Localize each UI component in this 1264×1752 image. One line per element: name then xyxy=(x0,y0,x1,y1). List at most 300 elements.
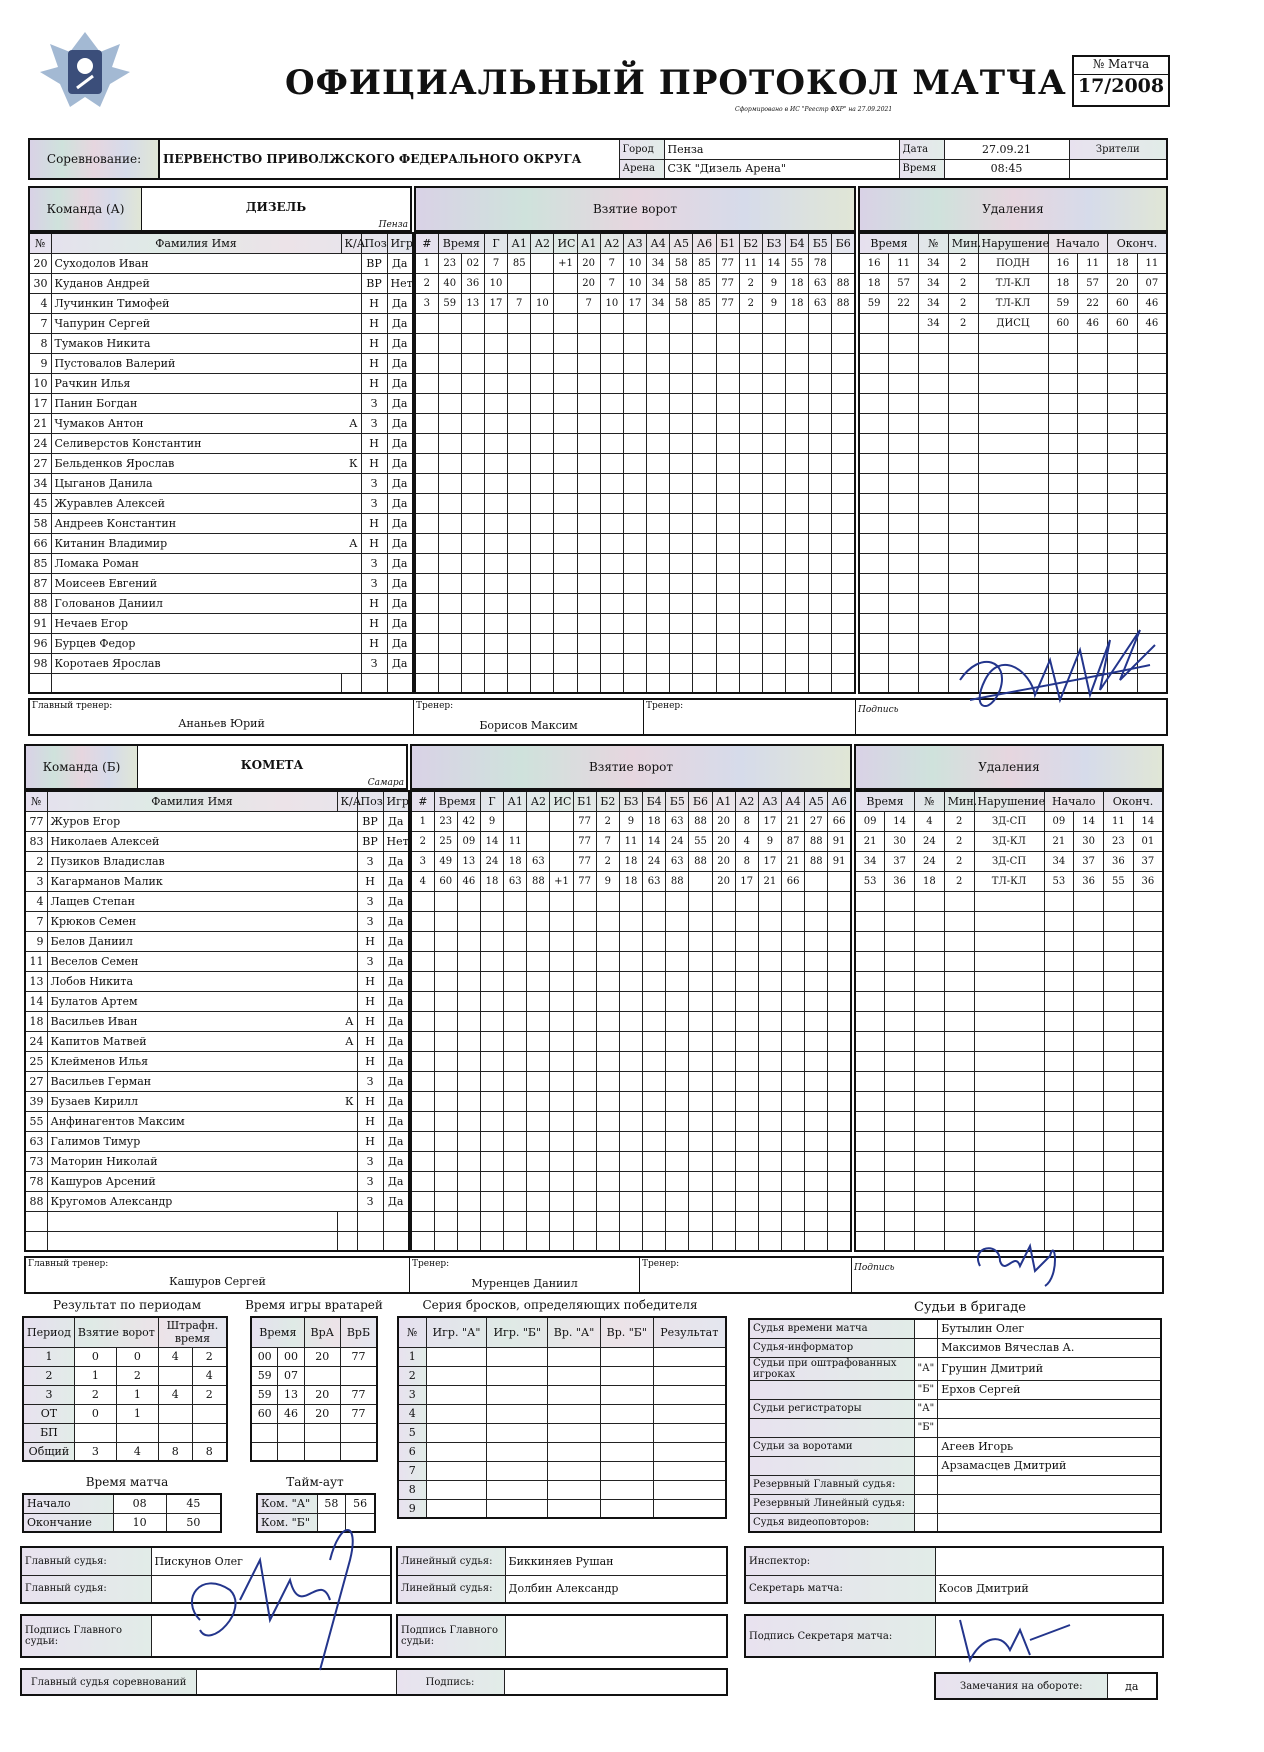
penalty-row xyxy=(855,1111,1163,1131)
goal-cell: 13 xyxy=(461,293,484,313)
period-cell: 4 xyxy=(158,1385,192,1404)
player-row xyxy=(29,493,413,513)
goal-cell: 78 xyxy=(809,253,832,273)
player-row xyxy=(25,1131,409,1151)
period-row xyxy=(23,1385,227,1404)
player-plays: Да xyxy=(387,513,413,533)
teamA-coach-label: Тренер: xyxy=(416,701,454,711)
signature-secretary-drawn xyxy=(940,1600,1090,1680)
player-role xyxy=(341,493,361,513)
goal-cell: 3 xyxy=(415,293,438,313)
goal-cell: 18 xyxy=(619,871,642,891)
penalty-cell: 23 xyxy=(1104,831,1134,851)
goal-cell xyxy=(527,831,550,851)
goal-head-cell: ИС xyxy=(550,791,573,811)
goal-row xyxy=(415,433,855,453)
goal-row xyxy=(411,831,851,851)
goal-cell: 77 xyxy=(716,253,739,273)
goal-cell: 2 xyxy=(411,831,434,851)
goal-cell: 9 xyxy=(758,831,781,851)
goal-row xyxy=(415,413,855,433)
penalty-cell: 34 xyxy=(1044,851,1074,871)
pen-head-time: Время xyxy=(859,233,919,253)
player-name: Маторин Николай xyxy=(47,1151,337,1171)
pen-head-end: Оконч. xyxy=(1108,233,1168,253)
player-role: К xyxy=(341,453,361,473)
goal-head-cell: А1 xyxy=(504,791,527,811)
pen-head-violation: Нарушение xyxy=(978,233,1048,253)
goal-row xyxy=(415,573,855,593)
goal-cell: 17 xyxy=(623,293,646,313)
player-number: 2 xyxy=(25,851,47,871)
goal-cell: 88 xyxy=(832,293,855,313)
period-cell: Общий xyxy=(23,1442,74,1461)
player-name: Пустовалов Валерий xyxy=(51,353,341,373)
goal-head-cell: Б3 xyxy=(762,233,785,253)
player-number: 88 xyxy=(29,593,51,613)
pen-head-min: Мин. xyxy=(948,233,978,253)
player-number: 66 xyxy=(29,533,51,553)
brigade-role: Резервный Главный судья: xyxy=(749,1475,914,1494)
player-role xyxy=(341,573,361,593)
player-row xyxy=(25,971,409,991)
player-position: Н xyxy=(361,333,387,353)
player-position: Н xyxy=(361,593,387,613)
start-minutes: 45 xyxy=(166,1494,221,1513)
gk-cell: 59 xyxy=(251,1366,278,1385)
pen-head-violation: Нарушение xyxy=(974,791,1044,811)
goal-head-cell: Время xyxy=(438,233,484,253)
goal-cell: 49 xyxy=(434,851,457,871)
player-plays: Да xyxy=(387,593,413,613)
player-position: З xyxy=(361,653,387,673)
goal-head-cell: А1 xyxy=(577,233,600,253)
penalty-row xyxy=(859,513,1167,533)
goal-cell: 91 xyxy=(828,831,851,851)
penalty-cell: 46 xyxy=(1078,313,1108,333)
penalty-cell: ЗД-КЛ xyxy=(974,831,1044,851)
player-plays: Да xyxy=(387,613,413,633)
goal-cell xyxy=(531,253,554,273)
player-row xyxy=(29,533,413,553)
penalty-row xyxy=(855,931,1163,951)
goal-row xyxy=(415,613,855,633)
goal-cell: 23 xyxy=(438,253,461,273)
start-hours: 08 xyxy=(113,1494,166,1513)
roster-head-num: № xyxy=(29,233,51,253)
goal-cell: 1 xyxy=(411,811,434,831)
brigade-table xyxy=(748,1318,1162,1533)
player-row xyxy=(29,353,413,373)
goal-head-cell: А2 xyxy=(531,233,554,253)
penalty-cell: 2 xyxy=(948,253,978,273)
penalty-cell: 57 xyxy=(889,273,919,293)
teamA-name: ДИЗЕЛЬ xyxy=(245,200,307,214)
penalty-cell: 24 xyxy=(915,831,945,851)
brigade-role: Резервный Линейный судья: xyxy=(749,1494,914,1513)
goal-row xyxy=(415,253,855,273)
player-position: Н xyxy=(361,293,387,313)
player-role xyxy=(341,513,361,533)
gk-row xyxy=(251,1404,377,1423)
penalty-cell: 59 xyxy=(859,293,889,313)
main-referee-1: Пискунов Олег xyxy=(151,1547,391,1575)
player-role xyxy=(341,373,361,393)
shootout-head-cell: Вр. "Б" xyxy=(600,1317,653,1347)
player-position: Н xyxy=(361,633,387,653)
period-cell: 4 xyxy=(158,1347,192,1366)
timeout-title: Тайм-аут xyxy=(286,1475,344,1489)
player-row xyxy=(29,333,413,353)
penalty-cell: 2 xyxy=(944,831,974,851)
brigade-role: Судья видеоповторов: xyxy=(749,1513,914,1532)
player-role xyxy=(337,871,357,891)
shootout-head-cell: Вр. "А" xyxy=(548,1317,601,1347)
goal-cell: 10 xyxy=(623,253,646,273)
brigade-name: Арзамасцев Дмитрий xyxy=(938,1456,1161,1475)
teamB-coach-label: Тренер: xyxy=(412,1259,450,1269)
player-position: З xyxy=(357,851,383,871)
shootout-num: 7 xyxy=(398,1461,426,1480)
player-plays: Да xyxy=(387,473,413,493)
penalty-cell: 36 xyxy=(1133,871,1163,891)
chief-referee-label: Главный судья соревнований xyxy=(21,1669,196,1695)
teamA-coach2-label: Тренер: xyxy=(646,701,684,711)
goal-cell: 24 xyxy=(480,851,503,871)
player-number: 8 xyxy=(29,333,51,353)
penalty-cell: 20 xyxy=(1108,273,1138,293)
player-number: 18 xyxy=(25,1011,47,1031)
period-cell xyxy=(192,1404,227,1423)
period-cell: 0 xyxy=(74,1347,116,1366)
goal-head-cell: А1 xyxy=(508,233,531,253)
goal-head-cell: А6 xyxy=(693,233,716,253)
player-name: Белов Даниил xyxy=(47,931,337,951)
player-number: 9 xyxy=(29,353,51,373)
brigade-role: Судьи при оштрафованных игроках xyxy=(749,1357,914,1380)
player-plays: Да xyxy=(383,1031,409,1051)
goal-row xyxy=(411,1151,851,1171)
period-cell: 0 xyxy=(74,1404,116,1423)
fhr-logo-icon xyxy=(30,22,140,122)
goal-cell: 4 xyxy=(411,871,434,891)
brigade-team xyxy=(914,1437,938,1456)
player-position: Н xyxy=(361,353,387,373)
player-name: Цыганов Данила xyxy=(51,473,341,493)
goal-cell: 60 xyxy=(434,871,457,891)
goal-cell: 58 xyxy=(670,253,693,273)
period-row xyxy=(23,1366,227,1385)
penalty-cell: 2 xyxy=(944,851,974,871)
goal-cell: 1 xyxy=(415,253,438,273)
competition-info xyxy=(28,138,1168,180)
team-b-section xyxy=(24,744,1168,1299)
goal-head-cell: А3 xyxy=(758,791,781,811)
pen-head-end: Оконч. xyxy=(1104,791,1164,811)
brigade-row xyxy=(749,1338,1161,1357)
player-position: Н xyxy=(361,533,387,553)
goal-head-cell: Б1 xyxy=(573,791,596,811)
player-plays: Да xyxy=(387,373,413,393)
signature-team-a xyxy=(940,620,1170,740)
goal-cell: 91 xyxy=(828,851,851,871)
player-role xyxy=(341,553,361,573)
goal-cell: 85 xyxy=(693,293,716,313)
player-role xyxy=(341,433,361,453)
player-position: З xyxy=(357,911,383,931)
penalty-cell: ТЛ-КЛ xyxy=(978,293,1048,313)
penalty-cell: 11 xyxy=(889,253,919,273)
player-position: Н xyxy=(357,871,383,891)
goal-cell: 24 xyxy=(666,831,689,851)
player-role xyxy=(341,653,361,673)
penalty-cell: 53 xyxy=(1044,871,1074,891)
player-position: З xyxy=(361,493,387,513)
signature-team-b xyxy=(960,1226,1070,1296)
goal-cell: 20 xyxy=(712,811,735,831)
penalty-cell: 16 xyxy=(859,253,889,273)
goal-cell: 20 xyxy=(712,851,735,871)
player-row xyxy=(29,553,413,573)
player-role xyxy=(337,971,357,991)
teamA-head-coach: Ананьев Юрий xyxy=(178,717,265,730)
player-plays: Да xyxy=(383,931,409,951)
player-number: 3 xyxy=(25,871,47,891)
penalty-cell: 57 xyxy=(1078,273,1108,293)
player-number: 78 xyxy=(25,1171,47,1191)
penalty-row xyxy=(855,991,1163,1011)
gk-time-table xyxy=(250,1316,378,1462)
player-position: З xyxy=(357,1171,383,1191)
player-role xyxy=(337,1131,357,1151)
player-role: А xyxy=(341,533,361,553)
penalty-row xyxy=(855,1011,1163,1031)
penalty-cell: 37 xyxy=(1074,851,1104,871)
city-label: Город xyxy=(619,139,664,159)
brigade-row xyxy=(749,1475,1161,1494)
player-number: 77 xyxy=(25,811,47,831)
goal-cell: +1 xyxy=(554,253,577,273)
player-position: Н xyxy=(357,1091,383,1111)
penalty-cell: 34 xyxy=(919,313,949,333)
player-row xyxy=(29,433,413,453)
penalty-cell: 18 xyxy=(915,871,945,891)
goal-cell: 88 xyxy=(689,851,712,871)
penalty-row xyxy=(859,413,1167,433)
player-name: Пузиков Владислав xyxy=(47,851,337,871)
time-value: 08:45 xyxy=(944,159,1069,179)
line-referee-2: Долбин Александр xyxy=(505,1575,727,1603)
player-position: ВР xyxy=(361,273,387,293)
goal-cell: 87 xyxy=(782,831,805,851)
player-row xyxy=(29,253,413,273)
goal-cell xyxy=(527,811,550,831)
gk-head-time: Время xyxy=(251,1317,304,1347)
goal-cell: 18 xyxy=(504,851,527,871)
player-number: 85 xyxy=(29,553,51,573)
goal-row xyxy=(415,353,855,373)
penalty-cell: 11 xyxy=(1137,253,1167,273)
penalty-cell: 34 xyxy=(919,293,949,313)
goal-cell: 3 xyxy=(411,851,434,871)
brigade-name xyxy=(938,1513,1161,1532)
player-number: 11 xyxy=(25,951,47,971)
player-plays: Да xyxy=(383,991,409,1011)
penalty-row xyxy=(859,493,1167,513)
player-number: 98 xyxy=(29,653,51,673)
goal-cell: 63 xyxy=(504,871,527,891)
period-cell: 1 xyxy=(116,1404,158,1423)
roster-head-pos: Поз xyxy=(357,791,383,811)
player-number: 7 xyxy=(29,313,51,333)
player-row xyxy=(29,393,413,413)
teamB-name: КОМЕТА xyxy=(240,758,304,772)
penalty-row xyxy=(855,1091,1163,1111)
shootout-num: 6 xyxy=(398,1442,426,1461)
goal-cell: 77 xyxy=(573,851,596,871)
penalty-row xyxy=(855,1191,1163,1211)
main-referee-2-label: Главный судья: xyxy=(21,1575,151,1603)
player-role xyxy=(341,293,361,313)
shootout-num: 9 xyxy=(398,1499,426,1518)
match-number: 17/2008 xyxy=(1077,75,1165,97)
player-position: З xyxy=(357,1151,383,1171)
player-name: Булатов Артем xyxy=(47,991,337,1011)
penalty-row xyxy=(855,1131,1163,1151)
penalty-cell: ТЛ-КЛ xyxy=(974,871,1044,891)
penalty-row xyxy=(859,533,1167,553)
player-name: Бельденков Ярослав xyxy=(51,453,341,473)
goal-cell xyxy=(508,273,531,293)
goal-row xyxy=(411,971,851,991)
brigade-role xyxy=(749,1456,914,1475)
player-row xyxy=(29,473,413,493)
player-number: 73 xyxy=(25,1151,47,1171)
gk-cell xyxy=(340,1366,377,1385)
goal-head-cell: А1 xyxy=(712,791,735,811)
brigade-row xyxy=(749,1380,1161,1399)
goal-cell: 7 xyxy=(600,273,623,293)
goal-cell: 63 xyxy=(666,811,689,831)
goal-cell: 11 xyxy=(504,831,527,851)
brigade-role: Судья времени матча xyxy=(749,1319,914,1338)
goal-cell: 77 xyxy=(573,831,596,851)
player-plays: Да xyxy=(383,871,409,891)
player-name: Суходолов Иван xyxy=(51,253,341,273)
penalty-row xyxy=(855,971,1163,991)
shootout-head-cell: № xyxy=(398,1317,426,1347)
penalty-row xyxy=(855,1151,1163,1171)
player-name: Голованов Даниил xyxy=(51,593,341,613)
shootout-row xyxy=(398,1366,726,1385)
pen-head-start: Начало xyxy=(1048,233,1108,253)
penalty-row xyxy=(855,1031,1163,1051)
player-name: Капитов Матвей xyxy=(47,1031,337,1051)
goal-cell xyxy=(550,831,573,851)
penalty-cell xyxy=(859,313,889,333)
penalty-row xyxy=(855,951,1163,971)
teamA-goals-title: Взятие ворот xyxy=(414,186,856,232)
goal-cell: 2 xyxy=(596,851,619,871)
remarks-label: Замечания на обороте: xyxy=(935,1673,1107,1699)
gk-cell xyxy=(304,1366,340,1385)
player-plays: Да xyxy=(387,533,413,553)
sign-secretary-label: Подпись Секретаря матча: xyxy=(745,1615,935,1657)
period-cell: 2 xyxy=(192,1385,227,1404)
penalty-cell: 2 xyxy=(944,871,974,891)
player-role xyxy=(337,1151,357,1171)
player-row xyxy=(25,1031,409,1051)
goal-head-cell: Б5 xyxy=(809,233,832,253)
goal-row xyxy=(411,871,851,891)
player-row xyxy=(25,1191,409,1211)
brigade-team xyxy=(914,1494,938,1513)
shootout-row xyxy=(398,1423,726,1442)
goal-head-cell: Б2 xyxy=(596,791,619,811)
player-position: ВР xyxy=(361,253,387,273)
player-number: 25 xyxy=(25,1051,47,1071)
player-plays: Да xyxy=(387,393,413,413)
penalty-row xyxy=(855,831,1163,851)
goal-cell: 10 xyxy=(531,293,554,313)
player-plays: Да xyxy=(383,971,409,991)
brigade-name: Бутылин Олег xyxy=(938,1319,1161,1338)
player-role xyxy=(337,931,357,951)
player-role: К xyxy=(337,1091,357,1111)
penalty-cell: ЗД-СП xyxy=(974,851,1044,871)
player-number: 10 xyxy=(29,373,51,393)
player-name: Селиверстов Константин xyxy=(51,433,341,453)
goal-head-cell: Б2 xyxy=(739,233,762,253)
player-number: 63 xyxy=(25,1131,47,1151)
line-referee-1: Биккиняев Рушан xyxy=(505,1547,727,1575)
goal-head-cell: Б5 xyxy=(666,791,689,811)
goal-row xyxy=(415,553,855,573)
penalty-row xyxy=(859,573,1167,593)
goal-cell xyxy=(550,851,573,871)
gk-cell: 77 xyxy=(340,1385,377,1404)
competition-name: ПЕРВЕНСТВО ПРИВОЛЖСКОГО ФЕДЕРАЛЬНОГО ОКРУГА xyxy=(159,139,619,179)
arena-value: СЗК "Дизель Арена" xyxy=(664,159,899,179)
player-name: Тумаков Никита xyxy=(51,333,341,353)
goal-cell: 27 xyxy=(805,811,828,831)
player-row xyxy=(29,513,413,533)
period-goals-head: Взятие ворот xyxy=(74,1317,158,1347)
goal-head-cell: # xyxy=(415,233,438,253)
penalty-row xyxy=(859,553,1167,573)
player-number: 88 xyxy=(25,1191,47,1211)
goal-cell: 10 xyxy=(623,273,646,293)
goal-cell: 88 xyxy=(527,871,550,891)
competition-label: Соревнование: xyxy=(29,139,159,179)
gk-cell: 60 xyxy=(251,1404,278,1423)
penalty-row xyxy=(859,393,1167,413)
player-role xyxy=(341,593,361,613)
goal-cell: 14 xyxy=(762,253,785,273)
penalty-cell: 16 xyxy=(1048,253,1078,273)
penalty-cell: 55 xyxy=(1104,871,1134,891)
goal-cell: 9 xyxy=(762,273,785,293)
brigade-team xyxy=(914,1319,938,1338)
penalty-cell: 14 xyxy=(885,811,915,831)
sign-main-2-label: Подпись Главного судьи: xyxy=(397,1615,505,1657)
brigade-name: Агеев Игорь xyxy=(938,1437,1161,1456)
goal-cell: 21 xyxy=(758,871,781,891)
player-plays: Да xyxy=(387,253,413,273)
penalty-cell: 2 xyxy=(948,313,978,333)
penalty-cell xyxy=(889,313,919,333)
brigade-team xyxy=(914,1513,938,1532)
